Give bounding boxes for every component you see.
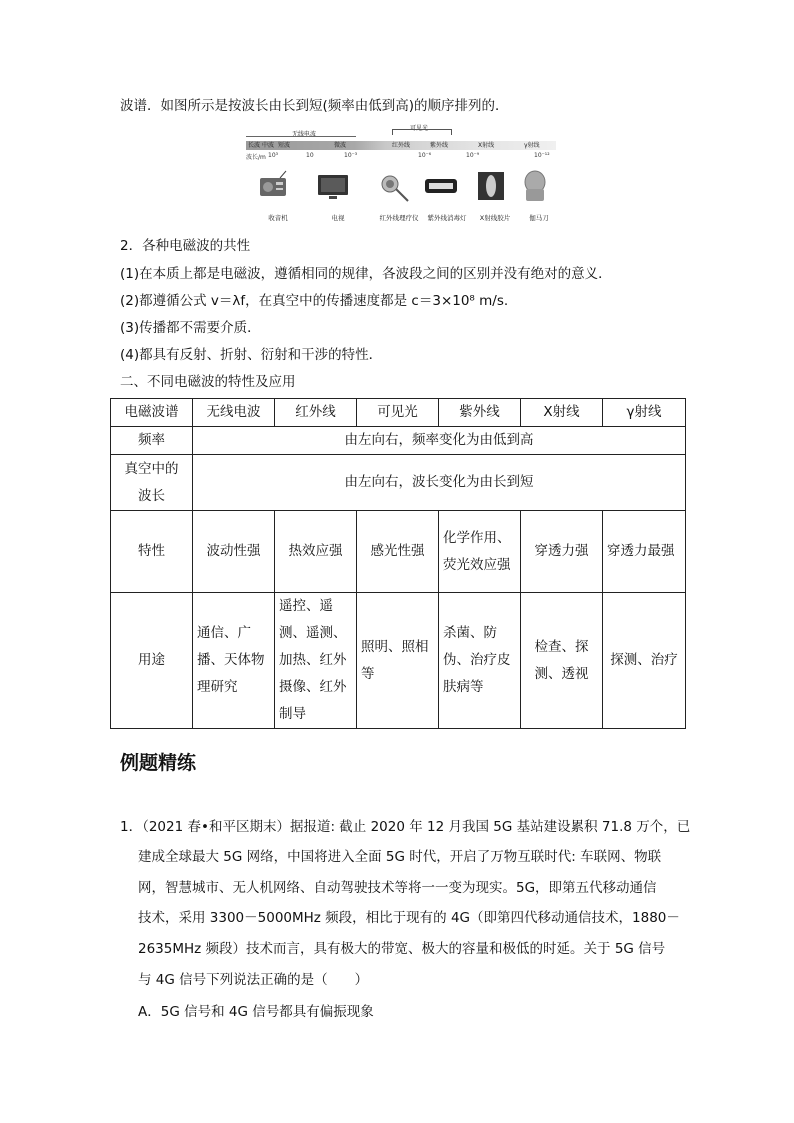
property-item: (3)传播都不需要介质． [120, 320, 261, 336]
visible-light-label: 可见光 [410, 125, 429, 132]
table-header-row [111, 399, 686, 427]
wavelength-label: 波长/m [246, 154, 266, 161]
infrared-therapy-icon [378, 169, 412, 203]
header-cell: γ射线 [603, 399, 686, 427]
use-cell: 探测、治疗 [603, 593, 686, 729]
header-cell: 红外线 [275, 399, 357, 427]
band-medium: 中波 [262, 142, 275, 149]
header-cell: 紫外线 [439, 399, 521, 427]
em-properties-table [110, 398, 686, 729]
question-line: 技术，采用 3300－5000MHz 频段，相比于现有的 4G（即第四代移动通信技术，1880－ [138, 910, 680, 926]
header-cell: 无线电波 [193, 399, 275, 427]
intro-text: 波谱．如图所示是按波长由长到短(频率由低到高)的顺序排列的． [120, 98, 509, 114]
use-cell: 检查、探测、透视 [521, 593, 603, 729]
row-label-wavelength-line1: 真空中的 [124, 460, 179, 477]
visible-bracket [392, 129, 452, 135]
row-label-uses: 用途 [111, 593, 193, 729]
radio-bracket [246, 136, 356, 140]
band-microwave: 微波 [334, 142, 347, 149]
property-item: (4)都具有反射、折射、衍射和干涉的特性． [120, 347, 383, 363]
row-label-wavelength [111, 455, 193, 511]
property-item: (1)在本质上都是电磁波，遵循相同的规律，各波段之间的区别并没有绝对的意义． [120, 266, 612, 282]
band-xray: X射线 [478, 142, 495, 149]
section2-heading: 2．各种电磁波的共性 [120, 238, 251, 254]
uv-lamp-icon [424, 169, 458, 203]
band-long: 长波 [248, 142, 261, 149]
example-title: 例题精练 [120, 752, 197, 774]
device-label-uv: 紫外线消毒灯 [427, 214, 467, 222]
table-row [111, 455, 686, 511]
radio-wave-label: 无线电波 [292, 131, 317, 138]
use-cell: 通信、广播、天体物理研究 [193, 593, 275, 729]
table-row [111, 427, 686, 455]
trait-cell: 穿透力强 [521, 511, 603, 593]
wl-tick: 10³ [268, 152, 279, 159]
device-label-gamma: 伽马刀 [529, 214, 549, 222]
section3-heading: 二、不同电磁波的特性及应用 [120, 374, 296, 390]
row-label-frequency: 频率 [111, 427, 193, 455]
option-a[interactable]: A．5G 信号和 4G 信号都具有偏振现象 [138, 1004, 374, 1020]
row-label-wavelength-line2: 波长 [138, 487, 165, 504]
use-cell: 照明、照相等 [357, 593, 439, 729]
header-cell: 可见光 [357, 399, 439, 427]
frequency-text: 由左向右，频率变化为由低到高 [193, 427, 686, 455]
xray-film-icon [474, 169, 508, 203]
band-infrared: 红外线 [392, 142, 411, 149]
header-cell: 电磁波谱 [111, 399, 193, 427]
wavelength-text: 由左向右，波长变化为由长到短 [193, 455, 686, 511]
trait-cell: 感光性强 [357, 511, 439, 593]
header-cell: X射线 [521, 399, 603, 427]
wl-tick: 10⁻¹² [534, 152, 550, 159]
band-ultraviolet: 紫外线 [430, 142, 449, 149]
gamma-knife-icon [518, 169, 552, 203]
trait-cell: 化学作用、荧光效应强 [439, 511, 521, 593]
wl-tick: 10⁻³ [344, 152, 358, 159]
wl-tick: 10⁻⁹ [466, 152, 480, 159]
question-line: 2635MHz 频段）技术而言，具有极大的带宽、极大的容量和极低的时延。关于 5G 信号 [138, 941, 666, 957]
table-row [111, 593, 686, 729]
question-line: 网，智慧城市、无人机网络、自动驾驶技术等将一一变为现实。5G，即第五代移动通信 [138, 880, 657, 896]
table-row [111, 511, 686, 593]
trait-cell: 波动性强 [193, 511, 275, 593]
use-cell: 遥控、遥测、遥测、加热、红外摄像、红外制导 [275, 593, 357, 729]
property-item: (2)都遵循公式 v＝λf，在真空中的传播速度都是 c＝3×10⁸ m/s. [120, 293, 509, 309]
wl-tick: 10 [306, 152, 314, 159]
spectrum-figure [246, 127, 556, 227]
wl-tick: 10⁻⁶ [418, 152, 432, 159]
question-line: 建成全球最大 5G 网络，中国将进入全面 5G 时代，开启了万物互联时代: 车联网、物联 [138, 849, 662, 865]
band-gamma: γ射线 [524, 142, 540, 149]
device-label-tv: 电视 [331, 214, 345, 222]
device-label-xray: X射线胶片 [479, 214, 511, 222]
use-cell: 杀菌、防伪、治疗皮肤病等 [439, 593, 521, 729]
question-line: 1．（2021 春•和平区期末）据报道: 截止 2020 年 12 月我国 5G 基站建设累积 71.8 万个，已 [120, 819, 691, 835]
device-label-radio: 收音机 [268, 214, 288, 222]
radio-device-icon [256, 169, 290, 203]
trait-cell: 热效应强 [275, 511, 357, 593]
question-line: 与 4G 信号下列说法正确的是（ ） [138, 972, 369, 988]
row-label-traits: 特性 [111, 511, 193, 593]
band-short: 短波 [278, 142, 291, 149]
device-label-infrared: 红外线理疗仪 [379, 214, 419, 222]
trait-cell: 穿透力最强 [603, 511, 686, 593]
tv-icon [316, 169, 350, 203]
